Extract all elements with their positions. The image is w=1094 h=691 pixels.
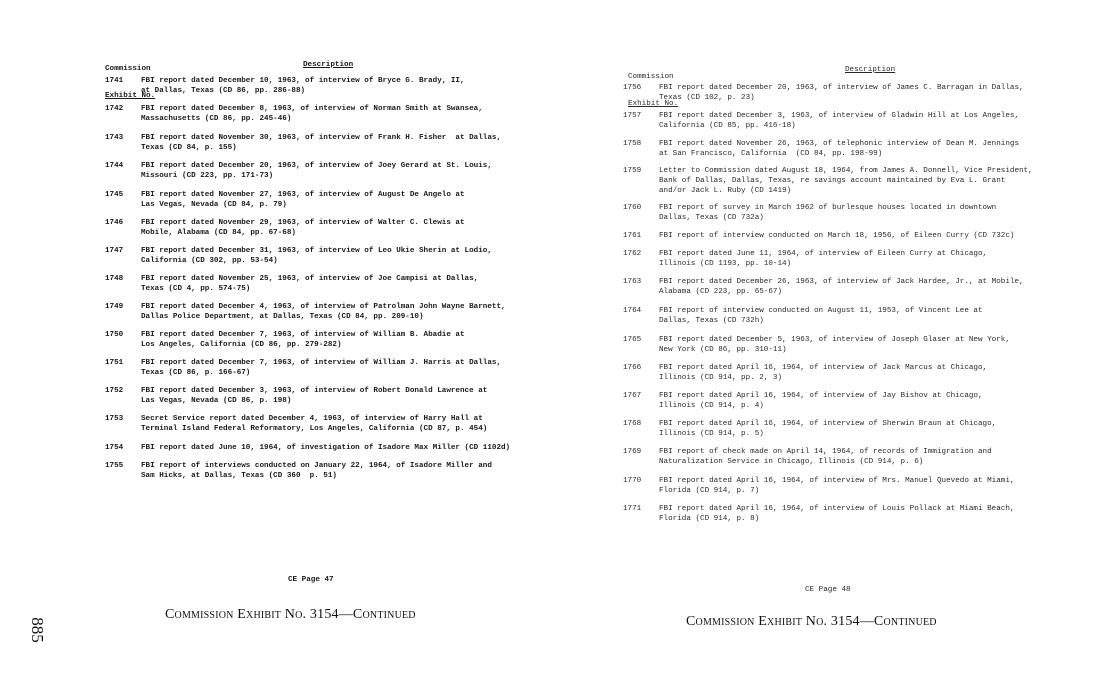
exhibit-number: 1745 xyxy=(105,191,124,199)
header-label-line1: Commission xyxy=(105,65,151,73)
exhibit-number: 1756 xyxy=(623,84,642,92)
list-item xyxy=(105,414,487,434)
list-item xyxy=(623,419,996,439)
exhibit-number: 1747 xyxy=(105,247,124,255)
right-page xyxy=(547,0,1094,691)
exhibit-number: 1764 xyxy=(623,307,642,315)
exhibit-number: 1743 xyxy=(105,134,124,142)
exhibit-number: 1765 xyxy=(623,336,642,344)
list-item xyxy=(623,447,992,467)
exhibit-description: FBI report dated December 3, 1963, of interview of Robert Donald Lawrence at Las Vegas, Nevada (CD 86, p. 198) xyxy=(141,387,488,405)
exhibit-number: 1763 xyxy=(623,278,642,286)
exhibit-description: Letter to Commission dated August 18, 1964, from James A. Donnell, Vice President, Bank of Dallas, Dallas, Texas, re savings account maintained by Eva L. Grant and/or Jack L. Ruby (CD 1419) xyxy=(659,167,1033,195)
exhibit-description: FBI report of survey in March 1962 of burlesque houses located in downtown Dallas, Texas (CD 732a) xyxy=(659,204,997,222)
exhibit-number: 1744 xyxy=(105,162,124,170)
list-item xyxy=(623,166,1033,196)
exhibit-number: 1751 xyxy=(105,359,124,367)
list-item xyxy=(105,246,492,266)
exhibit-description: FBI report of check made on April 14, 1964, of records of Immigration and Naturalization Service in Chicago, Illinois (CD 914, p. 6) xyxy=(659,448,992,466)
exhibit-description: FBI report dated December 3, 1963, of interview of Gladwin Hill at Los Angeles, California (CD 85, pp. 416-18) xyxy=(659,112,1020,130)
exhibit-number: 1759 xyxy=(623,167,642,175)
exhibit-number: 1767 xyxy=(623,392,642,400)
exhibit-description: FBI report dated November 29, 1963, of interview of Walter C. Clewis at Mobile, Alabama (CD 84, pp. 67-68) xyxy=(141,219,465,237)
exhibit-description: FBI report of interview conducted on March 18, 1956, of Eileen Curry (CD 732c) xyxy=(659,232,1015,240)
exhibit-number: 1742 xyxy=(105,105,124,113)
exhibit-description: FBI report dated December 26, 1963, of interview of Jack Hardee, Jr., at Mobile, Alabama (CD 223, pp. 65-67) xyxy=(659,278,1024,296)
exhibit-number: 1757 xyxy=(623,112,642,120)
exhibit-description: FBI report of interviews conducted on January 22, 1964, of Isadore Miller and Sam Hicks, at Dallas, Texas (CD 360 p. 51) xyxy=(141,462,492,480)
list-item xyxy=(105,461,492,481)
exhibit-number: 1760 xyxy=(623,204,642,212)
list-item xyxy=(623,231,1014,241)
exhibit-number: 1768 xyxy=(623,420,642,428)
exhibit-description: FBI report dated April 16, 1964, of interview of Sherwin Braun at Chicago, Illinois (CD 914, p. 5) xyxy=(659,420,997,438)
exhibit-number: 1752 xyxy=(105,387,124,395)
list-item xyxy=(623,391,983,411)
exhibit-number: 1761 xyxy=(623,232,642,240)
list-item xyxy=(105,302,506,322)
page-number: 885 xyxy=(28,617,47,643)
description-header: Description xyxy=(845,66,896,74)
exhibit-number: 1755 xyxy=(105,462,124,470)
exhibit-number: 1750 xyxy=(105,331,124,339)
exhibit-number: 1754 xyxy=(105,444,124,452)
exhibit-number: 1741 xyxy=(105,77,124,85)
exhibit-number: 1762 xyxy=(623,250,642,258)
list-item xyxy=(623,504,1014,524)
list-item xyxy=(623,363,987,383)
exhibit-number: 1749 xyxy=(105,303,124,311)
exhibit-number: 1758 xyxy=(623,140,642,148)
list-item xyxy=(105,190,465,210)
list-item xyxy=(623,476,1014,496)
list-item xyxy=(105,330,465,350)
list-item xyxy=(105,218,465,238)
list-item xyxy=(623,83,1024,103)
page-label: CE Page 47 xyxy=(288,576,334,584)
exhibit-description: FBI report dated December 10, 1963, of interview of Bryce G. Brady, II, at Dallas, Texas (CD 86, pp. 286-88) xyxy=(141,77,465,95)
list-item xyxy=(105,274,478,294)
exhibit-description: FBI report dated December 20, 1963, of interview of James C. Barragan in Dallas, Texas (CD 102, p. 23) xyxy=(659,84,1024,102)
list-item xyxy=(105,76,465,96)
list-item xyxy=(623,335,1010,355)
exhibit-description: FBI report dated December 5, 1963, of interview of Joseph Glaser at New York, New York (CD 86, pp. 310-11) xyxy=(659,336,1010,354)
exhibit-number: 1771 xyxy=(623,505,642,513)
exhibit-description: FBI report dated December 31, 1963, of interview of Leo Ukie Sherin at Lodio, California (CD 302, pp. 53-54) xyxy=(141,247,492,265)
exhibit-description: FBI report dated April 16, 1964, of interview of Jack Marcus at Chicago, Illinois (CD 914, pp. 2, 3) xyxy=(659,364,988,382)
list-item xyxy=(105,358,501,378)
header-label-line2: Exhibit No. xyxy=(105,92,156,100)
exhibit-description: FBI report dated December 4, 1963, of interview of Patrolman John Wayne Barnett, Dallas Police Department, at Dallas, Texas (CD 84, pp. 209-10) xyxy=(141,303,506,321)
exhibit-caption: Commission Exhibit No. 3154—Continued xyxy=(686,614,937,629)
page-label: CE Page 48 xyxy=(805,586,851,594)
exhibit-description: FBI report dated June 11, 1964, of interview of Eileen Curry at Chicago, Illinois (CD 1193, pp. 10-14) xyxy=(659,250,988,268)
exhibit-number: 1770 xyxy=(623,477,642,485)
exhibit-description: FBI report dated December 20, 1963, of interview of Joey Gerard at St. Louis, Missouri (CD 223, pp. 171-73) xyxy=(141,162,492,180)
exhibit-description: Secret Service report dated December 4, 1963, of interview of Harry Hall at Terminal Island Federal Reformatory, Los Angeles, California (CD 87, p. 454) xyxy=(141,415,488,433)
list-item xyxy=(623,111,1019,131)
exhibit-number: 1766 xyxy=(623,364,642,372)
exhibit-number: 1746 xyxy=(105,219,124,227)
exhibit-description: FBI report dated April 16, 1964, of interview of Louis Pollack at Miami Beach, Florida (CD 914, p. 8) xyxy=(659,505,1015,523)
list-item xyxy=(623,249,987,269)
exhibit-description: FBI report dated November 25, 1963, of interview of Joe Campisi at Dallas, Texas (CD 4, pp. 574-75) xyxy=(141,275,479,293)
exhibit-description: FBI report dated November 30, 1963, of interview of Frank H. Fisher at Dallas, Texas (CD 84, p. 155) xyxy=(141,134,502,152)
list-item xyxy=(105,161,492,181)
description-header: Description xyxy=(303,61,354,69)
list-item xyxy=(105,104,483,124)
list-item xyxy=(105,133,501,153)
exhibit-description: FBI report dated December 7, 1963, of interview of William J. Harris at Dallas, Texas (CD 86, p. 166-67) xyxy=(141,359,502,377)
exhibit-description: FBI report dated April 16, 1964, of interview of Jay Bishov at Chicago, Illinois (CD 914, p. 4) xyxy=(659,392,983,410)
exhibit-number: 1748 xyxy=(105,275,124,283)
exhibit-caption: Commission Exhibit No. 3154—Continued xyxy=(165,607,416,622)
exhibit-description: FBI report dated April 16, 1964, of interview of Mrs. Manuel Quevedo at Miami, Florida (CD 914, p. 7) xyxy=(659,477,1015,495)
list-item xyxy=(105,386,487,406)
header-label-line1: Commission xyxy=(628,73,674,81)
list-item xyxy=(105,443,510,453)
exhibit-description: FBI report dated November 27, 1963, of interview of August De Angelo at Las Vegas, Nevada (CD 84, p. 79) xyxy=(141,191,465,209)
exhibit-number: 1769 xyxy=(623,448,642,456)
list-item xyxy=(623,203,996,223)
exhibit-description: FBI report dated December 7, 1963, of interview of William B. Abadie at Los Angeles, California (CD 86, pp. 279-282) xyxy=(141,331,465,349)
exhibit-description: FBI report dated November 26, 1963, of telephonic interview of Dean M. Jennings at San Francisco, California (CD 84, pp. 198-99) xyxy=(659,140,1020,158)
exhibit-description: FBI report of interview conducted on August 11, 1953, of Vincent Lee at Dallas, Texas (CD 732h) xyxy=(659,307,983,325)
exhibit-description: FBI report dated June 10, 1964, of investigation of Isadore Max Miller (CD 1102d) xyxy=(141,444,511,452)
list-item xyxy=(623,277,1024,297)
list-item xyxy=(623,306,983,326)
list-item xyxy=(623,139,1019,159)
header-label-line2: Exhibit No. xyxy=(628,100,679,108)
exhibit-description: FBI report dated December 8, 1963, of interview of Norman Smith at Swansea, Massachusetts (CD 86, pp. 245-46) xyxy=(141,105,483,123)
exhibit-number: 1753 xyxy=(105,415,124,423)
